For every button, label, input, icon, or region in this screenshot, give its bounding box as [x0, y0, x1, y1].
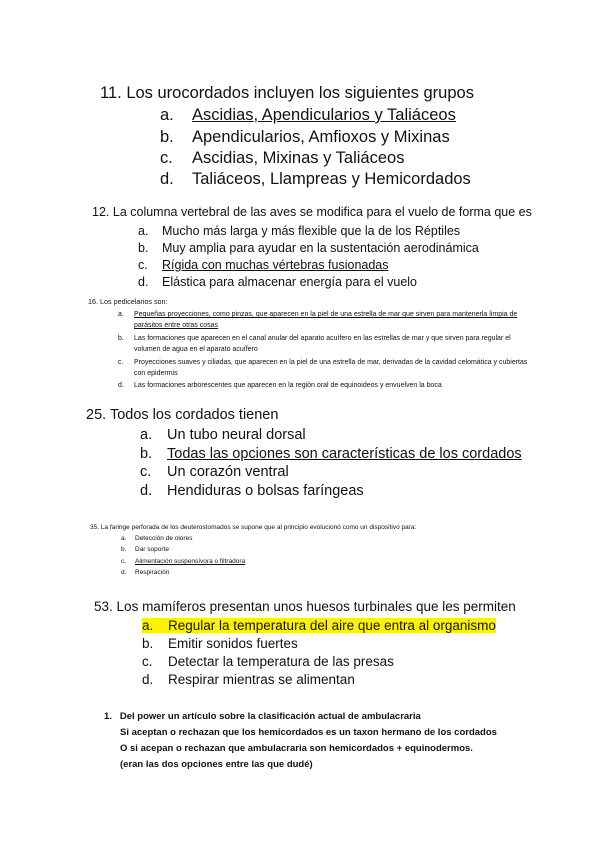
- option-text-correct: Pequeñas proyecciones, como pinzas, que aparecen en la piel de una estrella de mar que sirven para mantenerla limpia de parásitos entre otras cosas: [134, 311, 518, 329]
- question-number: 16.: [88, 297, 98, 306]
- option-text: Proyecciones suaves y ciliadas, que aparecen en la piel de una estrella de mar, derivadas de la cavidad celomática y cubiertas con epidermis: [134, 359, 528, 377]
- option-text-correct: Rígida con muchas vértebras fusionadas: [162, 258, 389, 272]
- question-12-stem: [92, 205, 532, 219]
- option-text-correct: Alimentación suspensívora o filtradora: [135, 558, 246, 565]
- option-11-b: [160, 128, 450, 147]
- option-letter: c.: [142, 654, 153, 669]
- option-text: Emitir sonidos fuertes: [168, 636, 298, 651]
- option-text: Respiración: [135, 569, 170, 576]
- option-text: Dar soporte: [135, 546, 169, 553]
- option-text: Apendicularios, Amfioxos y Mixinas: [192, 128, 450, 146]
- option-text: Muy amplia para ayudar en la sustentación aerodinámica: [162, 241, 479, 255]
- option-16-a: [118, 309, 534, 331]
- option-text: Detección de olores: [135, 535, 193, 542]
- question-35-stem: [90, 524, 416, 531]
- option-12-c: [138, 258, 389, 272]
- option-text: Las formaciones que aparecen en el canal anular del aparato acuífero en las estrellas de mar y que sirven para regular el volumen de agua en el aparato acuífero: [134, 335, 511, 353]
- question-11-stem: [100, 84, 474, 103]
- option-35-d: [121, 569, 169, 576]
- option-letter: c.: [140, 464, 152, 480]
- option-letter: a.: [160, 106, 174, 124]
- option-text: Un tubo neural dorsal: [167, 427, 306, 443]
- note-heading: [104, 711, 421, 722]
- option-text: Las formaciones arborescentes que aparecen en la región oral de equinoideos y envuelven la boca: [134, 382, 442, 389]
- option-11-c: [160, 149, 404, 168]
- option-letter: d.: [140, 483, 153, 499]
- option-25-d: [140, 483, 364, 499]
- option-letter: a.: [138, 224, 149, 238]
- option-text: Elástica para almacenar energía para el vuelo: [162, 275, 418, 289]
- option-letter: b.: [160, 128, 174, 146]
- option-letter: b.: [140, 446, 153, 462]
- option-letter: b.: [118, 335, 124, 342]
- option-16-b: [118, 333, 534, 355]
- option-35-a: [121, 535, 192, 542]
- option-25-b: [140, 446, 522, 462]
- question-text: La columna vertebral de las aves se modifica para el vuelo de forma que es: [112, 205, 532, 219]
- option-12-a: [138, 224, 460, 238]
- option-text: Mucho más larga y más flexible que la de los Réptiles: [162, 224, 461, 238]
- option-letter: d.: [160, 170, 174, 188]
- option-letter: a.: [142, 618, 154, 633]
- option-letter: c.: [160, 149, 173, 167]
- option-highlight: [142, 618, 496, 633]
- option-text: Ascidias, Mixinas y Taliáceos: [192, 149, 405, 167]
- question-number: 25.: [86, 407, 107, 423]
- question-53-stem: [94, 599, 516, 614]
- option-11-a: [160, 106, 456, 125]
- option-text-correct: Regular la temperatura del aire que entra al organismo: [168, 618, 496, 633]
- note-line: (eran las dos opciones entre las que dudé): [120, 759, 313, 770]
- note-text: Del power un artículo sobre la clasificación actual de ambulacraria: [119, 711, 421, 722]
- note-line: Si aceptan o rechazan que los hemicordados es un taxon hermano de los cordados: [120, 727, 497, 738]
- note-line: O si acepan o rechazan que ambulacraria son hemicordados + equinodermos.: [120, 743, 473, 754]
- question-number: 11.: [100, 84, 122, 102]
- option-53-d: [142, 672, 355, 687]
- option-35-b: [121, 546, 169, 553]
- option-letter: b.: [121, 546, 127, 553]
- option-letter: d.: [121, 569, 127, 576]
- question-16-stem: [88, 297, 168, 306]
- question-number: 35.: [90, 524, 100, 531]
- option-letter: b.: [142, 636, 154, 651]
- option-letter: c.: [138, 258, 148, 272]
- option-text-correct: Todas las opciones son características de los cordados: [167, 446, 522, 462]
- question-text: Todos los cordados tienen: [109, 407, 279, 423]
- option-35-c: [121, 558, 245, 565]
- question-25-stem: [86, 407, 278, 423]
- option-text: Un corazón ventral: [167, 464, 289, 480]
- option-letter: a.: [121, 535, 127, 542]
- option-letter: d.: [138, 275, 149, 289]
- question-text: Los urocordados incluyen los siguientes grupos: [126, 84, 474, 102]
- option-25-c: [140, 464, 289, 480]
- option-letter: a.: [140, 427, 153, 443]
- option-letter: b.: [138, 241, 149, 255]
- option-16-d: [118, 380, 534, 391]
- option-letter: c.: [118, 359, 124, 366]
- option-text: Hendiduras o bolsas faríngeas: [167, 483, 364, 499]
- option-text: Detectar la temperatura de las presas: [168, 654, 394, 669]
- option-25-a: [140, 427, 306, 443]
- option-text: Taliáceos, Llampreas y Hemicordados: [192, 170, 471, 188]
- option-letter: c.: [121, 558, 127, 565]
- question-number: 12.: [92, 205, 110, 219]
- question-text: Los mamíferos presentan unos huesos turbinales que les permiten: [116, 599, 516, 614]
- option-53-a: [142, 618, 496, 633]
- option-text: Respirar mientras se alimentan: [168, 672, 355, 687]
- option-12-d: [138, 275, 417, 289]
- option-letter: a.: [118, 311, 124, 318]
- option-53-c: [142, 654, 394, 669]
- option-letter: d.: [142, 672, 154, 687]
- option-text-correct: Ascidias, Apendicularios y Taliáceos: [192, 106, 456, 124]
- question-text: Los pedicelarios son:: [100, 297, 168, 306]
- option-53-b: [142, 636, 298, 651]
- question-text: La faringe perforada de los deuterostomados se supone que al principio evolucionó como un dispositivo para:: [100, 524, 417, 531]
- option-16-c: [118, 357, 534, 379]
- option-12-b: [138, 241, 479, 255]
- note-number: 1.: [104, 711, 112, 722]
- question-number: 53.: [94, 599, 113, 614]
- option-letter: d.: [118, 382, 124, 389]
- option-11-d: [160, 170, 471, 189]
